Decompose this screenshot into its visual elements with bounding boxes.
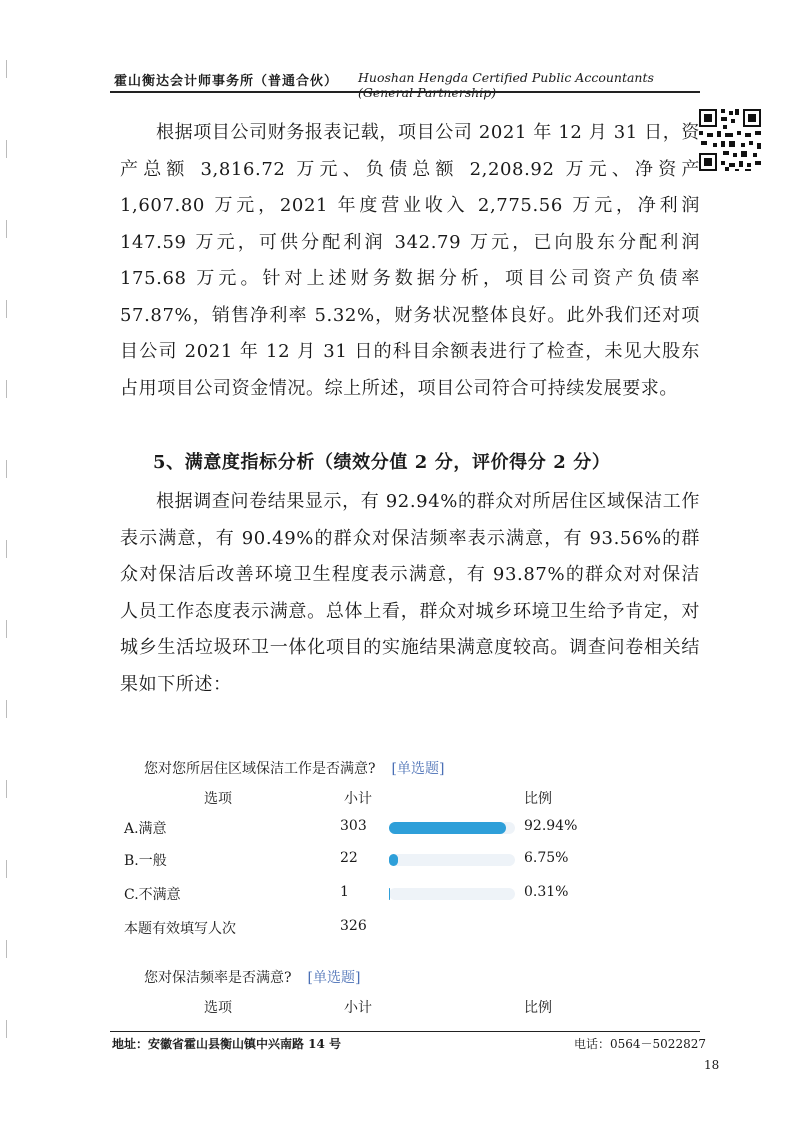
- total-label: 本题有效填写人次: [124, 921, 236, 937]
- option-label: A.满意: [124, 821, 167, 837]
- column-header-option: 选项: [204, 1000, 232, 1016]
- column-header-ratio: 比例: [524, 791, 552, 807]
- ratio-bar-track: [389, 854, 515, 866]
- option-percent: 92.94%: [524, 818, 578, 834]
- survey-row: [120, 818, 720, 840]
- ratio-bar-track: [389, 888, 515, 900]
- option-count: 1: [340, 884, 349, 900]
- column-header-count: 小计: [344, 1000, 372, 1016]
- ratio-bar-track: [389, 822, 515, 834]
- option-label: B.一般: [124, 853, 167, 869]
- option-count: 303: [340, 818, 367, 834]
- footer-phone: 电话：0564－5022827: [574, 1037, 706, 1051]
- question-type-tag: [单选题]: [391, 761, 445, 777]
- financial-analysis-paragraph: 根据项目公司财务报表记载，项目公司 2021 年 12 月 31 日，资产总额 3,816.72 万元、负债总额 2,208.92 万元、净资产 1,607.80 万元，2021 年度营业收入 2,775.56 万元，净利润 147.59 万元，可供分配利润 342.79 万元，已向股东分配利润 175.68 万元。针对上述财务数据分析，项目公司资产负债率 57.87%，销售净利率 5.32%，财务状况整体良好。此外我们还对项目公司 2021 年 12 月 31 日的科目余额表进行了检查，未见大股东占用项目公司资金情况。综上所述，项目公司符合可持续发展要求。: [120, 122, 700, 399]
- page-number: 18: [704, 1058, 720, 1072]
- qr-code-icon: [697, 107, 763, 173]
- ratio-bar-fill: [389, 854, 398, 866]
- option-percent: 6.75%: [524, 850, 569, 866]
- survey-block-2: [120, 967, 720, 1027]
- footer-address: 地址：安徽省霍山县衡山镇中兴南路 14 号: [112, 1037, 342, 1051]
- firm-name-en: Huoshan Hengda Certified Public Accountants: [358, 70, 654, 85]
- satisfaction-paragraph: 根据调查问卷结果显示，有 92.94%的群众对所居住区域保洁工作表示满意，有 90.49%的群众对保洁频率表示满意，有 93.56%的群众对保洁后改善环境卫生程度表示满意，有 93.87%的群众对对保洁人员工作态度表示满意。总体上看，群众对城乡环境卫生给予肯定，对城乡生活垃圾环卫一体化项目的实施结果满意度较高。调查问卷相关结果如下所述：: [120, 491, 700, 695]
- survey-block-1: [120, 758, 720, 948]
- column-header-ratio: 比例: [524, 1000, 552, 1016]
- survey-question-text: 您对您所居住区域保洁工作是否满意?: [144, 761, 376, 777]
- binding-ticks: [6, 60, 14, 1060]
- option-label: C.不满意: [124, 887, 181, 903]
- survey-question-text: 您对保洁频率是否满意?: [144, 970, 292, 986]
- survey-question: [144, 758, 444, 778]
- survey-row: [120, 884, 720, 906]
- firm-name-cn: 霍山衡达会计师事务所（普通合伙）: [114, 74, 339, 89]
- survey-row: [120, 850, 720, 872]
- total-count: 326: [340, 918, 367, 934]
- option-percent: 0.31%: [524, 884, 569, 900]
- survey-question: [144, 967, 360, 987]
- survey-total-row: [120, 918, 720, 940]
- question-type-tag: [单选题]: [307, 970, 361, 986]
- option-count: 22: [340, 850, 358, 866]
- section-heading-satisfaction: 5、满意度指标分析（绩效分值 2 分，评价得分 2 分）: [153, 452, 611, 473]
- page-header: [110, 68, 698, 90]
- column-header-count: 小计: [344, 791, 372, 807]
- ratio-bar-fill: [389, 822, 506, 834]
- footer-divider: [110, 1031, 700, 1032]
- column-header-option: 选项: [204, 791, 232, 807]
- header-divider: [110, 91, 700, 93]
